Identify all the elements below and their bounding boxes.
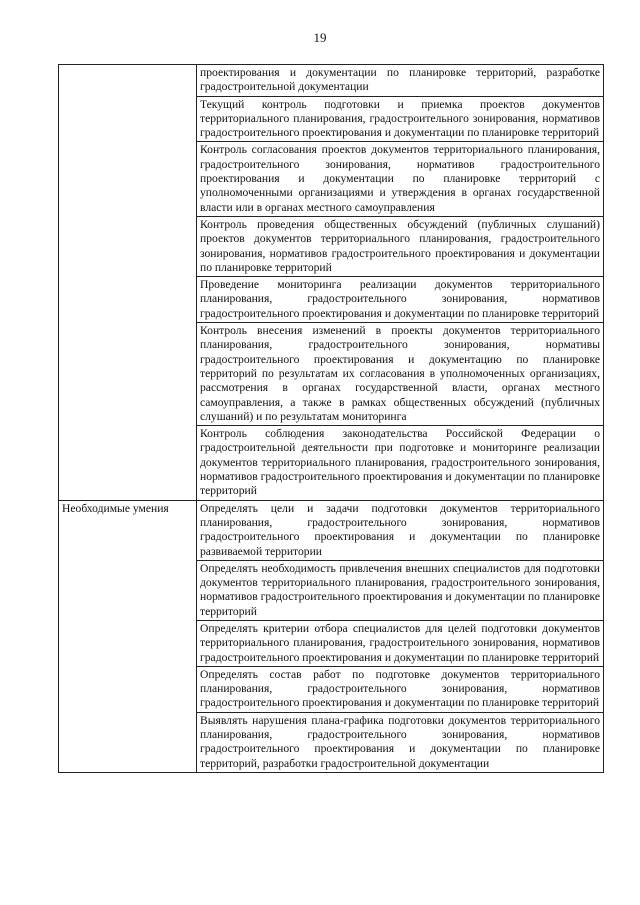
table-cell: Контроль проведения общественных обсуждений (публичных слушаний) проектов документов территориального планирования, градостроительного зонирования, нормативов градостроительного проектирования и документации по планировке территорий [197, 216, 604, 276]
table-cell: Контроль внесения изменений в проекты документов территориального планирования, градостроительного зонирования, нормативы градостроительного проектирования и документацию по планировке территорий по результатам их согласования в уполномоченных организациях, рассмотрения в органах государственной власти, органах местного самоуправления, а также в рамках общественных обсуждений (публичных слушаний) и по результатам мониторинга [197, 323, 604, 426]
table-cell: Текущий контроль подготовки и приемка проектов документов территориального планирования, градостроительного зонирования, нормативов градостроительного проектирования и документации по планировке территорий [197, 96, 604, 142]
table-row [59, 65, 604, 97]
table-cell: Контроль соблюдения законодательства Российской Федерации о градостроительной деятельности при подготовке и мониторинге реализации документов территориального планирования, градостроительного зонирования, нормативов градостроительного проектирования и документации по планировке территорий [197, 426, 604, 500]
table-cell: Выявлять нарушения плана-графика подготовки документов территориального планирования, градостроительного зонирования, нормативов градостроительного проектирования и документации по планировке территорий, разработки градостроительной документации [197, 712, 604, 772]
table-cell: Определять цели и задачи подготовки документов территориального планирования, градостроительного зонирования, нормативов градостроительного проектирования и документации по планировке развиваемой территории [197, 500, 604, 560]
table-cell: Проведение мониторинга реализации документов территориального планирования, градостроительного зонирования, нормативов градостроительного проектирования и документации по планировке территорий [197, 277, 604, 323]
table-row [59, 500, 604, 560]
table-cell: Определять критерии отбора специалистов для целей подготовки документов территориального планирования, градостроительного зонирования, нормативов градостроительного проектирования и документации по планировке территорий [197, 620, 604, 666]
requirements-table [58, 64, 604, 773]
table-cell: Контроль согласования проектов документов территориального планирования, градостроительного зонирования, нормативов градостроительного проектирования и документации по планировке территорий с уполномоченными организациями и утверждения в органах государственной власти или в органах местного самоуправления [197, 142, 604, 216]
row-label: Необходимые умения [59, 500, 197, 772]
page-number: 19 [313, 30, 327, 45]
row-label [59, 65, 197, 501]
table-cell: Определять необходимость привлечения внешних специалистов для подготовки документов территориального планирования, градостроительного зонирования, нормативов градостроительного проектирования и документации по планировке территорий [197, 560, 604, 620]
table-cell: Определять состав работ по подготовке документов территориального планирования, градостроительного зонирования, нормативов градостроительного проектирования и документации по планировке территорий [197, 666, 604, 712]
table-cell: проектирования и документации по планировке территорий, разработке градостроительной документации [197, 65, 604, 97]
